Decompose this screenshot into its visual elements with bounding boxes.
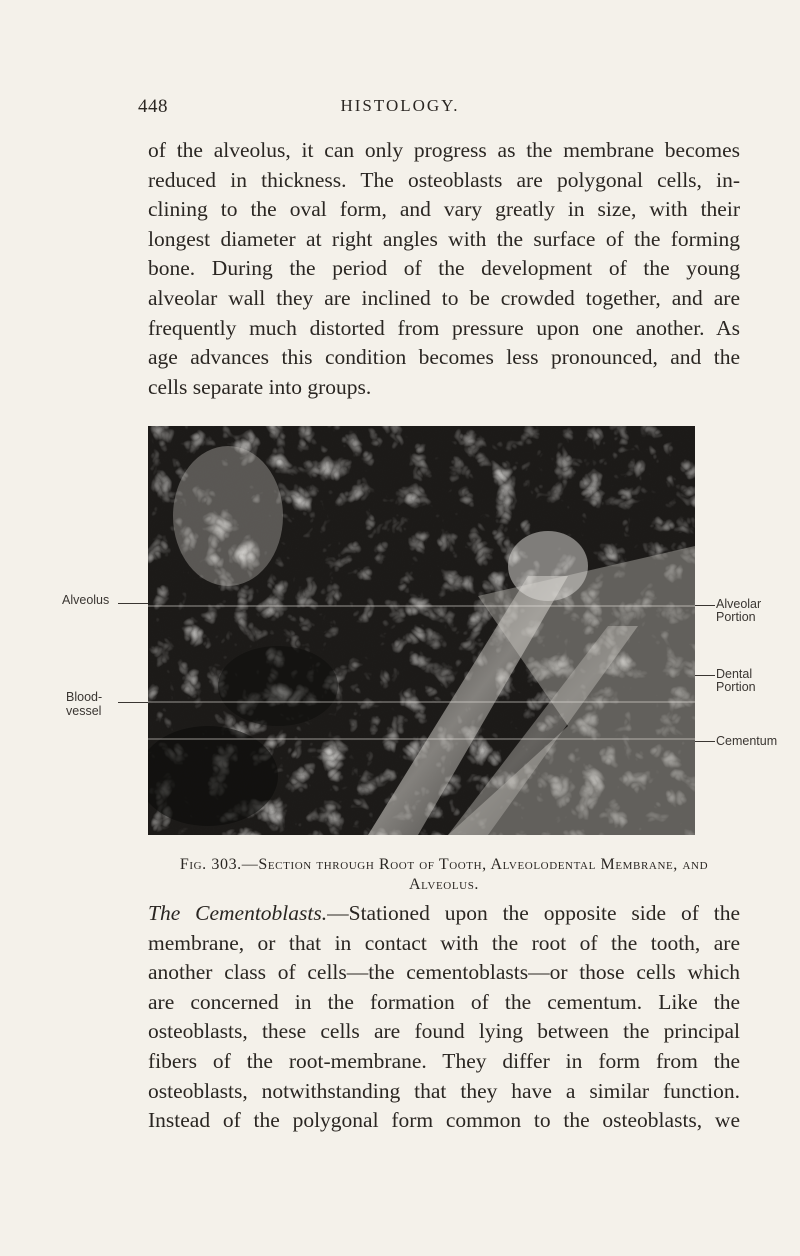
leader-alveolus bbox=[118, 603, 148, 604]
text-line: alveolar wall they are inclined to be crowded together, and are bbox=[148, 285, 740, 310]
label-blood-vessel-line2: vessel bbox=[66, 704, 102, 718]
text-line: fibers of the root-membrane. They differ in form from the bbox=[148, 1048, 740, 1073]
label-cementum: Cementum bbox=[716, 734, 778, 748]
text-line: frequently much distorted from pressure upon one another. As bbox=[148, 315, 740, 340]
text-line: longest diameter at right angles with the surface of the forming bbox=[148, 226, 740, 251]
caption-line-2: Alveolus. bbox=[408, 876, 480, 893]
label-alveolar-portion-line1: Alveolar bbox=[716, 597, 762, 611]
text-line: Instead of the polygonal form common to the osteoblasts, we bbox=[148, 1108, 740, 1133]
micrograph-image bbox=[148, 426, 695, 835]
label-alveolus: Alveolus bbox=[62, 593, 110, 607]
text-line: age advances this condition becomes less pronounced, and the bbox=[148, 345, 740, 370]
text-line: membrane, or that in contact with the root of the tooth, are bbox=[148, 930, 740, 955]
label-blood-vessel-line1: Blood- bbox=[66, 690, 103, 704]
caption-fig-number: Fig. 303. bbox=[179, 856, 242, 873]
label-alveolar-portion-line2: Portion bbox=[716, 610, 756, 624]
caption-line-1: —Section through Root of Tooth, Alveolodental Membrane, and bbox=[241, 856, 709, 873]
page-number: 448 bbox=[138, 96, 168, 117]
paragraph-cementoblasts bbox=[148, 899, 740, 1136]
leader-cementum bbox=[695, 741, 715, 742]
paragraph-osteoblasts bbox=[148, 136, 740, 402]
text-line: reduced in thickness. The osteoblasts are polygonal cells, in- bbox=[148, 167, 740, 192]
running-title: HISTOLOGY. bbox=[340, 96, 460, 115]
text-line: clining to the oval form, and vary greatly in size, with their bbox=[148, 197, 740, 222]
text-line: osteoblasts, these cells are found lying between the principal bbox=[148, 1019, 740, 1044]
figure-caption bbox=[148, 855, 740, 895]
leader-alveolar-portion bbox=[695, 605, 715, 606]
label-dental-portion-line2: Portion bbox=[716, 680, 756, 694]
micrograph-figure bbox=[148, 426, 695, 835]
text-line: cells separate into groups. bbox=[148, 374, 372, 399]
leader-dental-portion bbox=[695, 675, 715, 676]
text-line: of the alveolus, it can only progress as the membrane becomes bbox=[148, 138, 740, 162]
text-line-rest: —Stationed upon the opposite side of the bbox=[327, 901, 740, 925]
section-heading-cementoblasts: The Cementoblasts. bbox=[148, 901, 328, 925]
text-line: osteoblasts, notwithstanding that they have a similar function. bbox=[148, 1078, 740, 1103]
text-line: another class of cells—the cementoblasts—or those cells which bbox=[148, 960, 740, 985]
text-line: are concerned in the formation of the cementum. Like the bbox=[148, 989, 740, 1014]
running-head bbox=[0, 96, 800, 120]
leader-blood-vessel bbox=[118, 702, 148, 703]
label-dental-portion-line1: Dental bbox=[716, 667, 753, 681]
text-line: bone. During the period of the development of the young bbox=[148, 256, 740, 281]
text-line bbox=[148, 899, 740, 929]
